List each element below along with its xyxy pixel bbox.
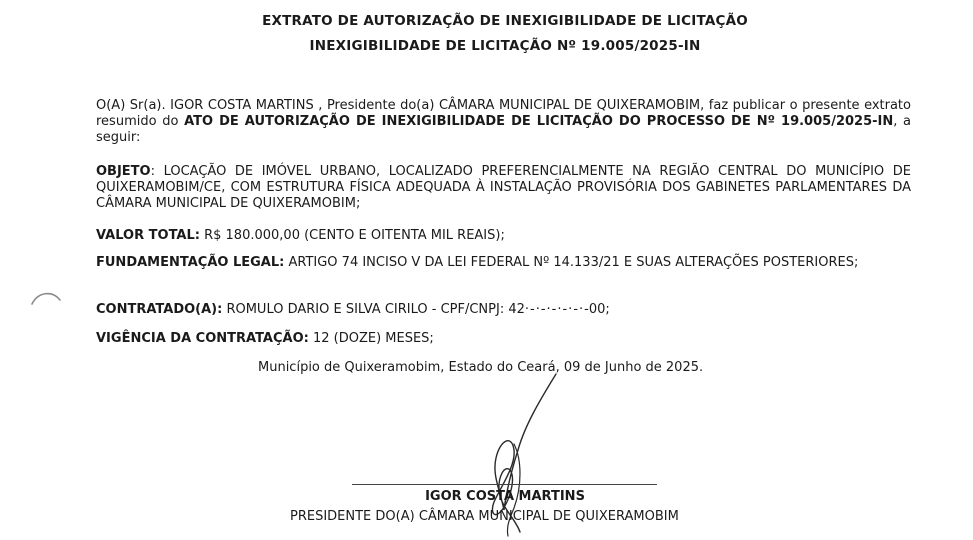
place-date: Município de Quixeramobim, Estado do Ceará, 09 de Junho de 2025. (258, 360, 704, 375)
intro-text-end: , a seguir: (96, 114, 912, 145)
valor-paragraph (96, 228, 911, 244)
valor-value: R$ 180.000,00 (CENTO E OITENTA MIL REAIS); (199, 228, 505, 243)
objeto-paragraph (96, 164, 911, 212)
contratado-id-masked: ·-·-·-·-·-· (524, 302, 585, 317)
scan-artifact-mark (30, 286, 64, 310)
contratado-paragraph (96, 302, 911, 318)
fundamentacao-label: FUNDAMENTAÇÃO LEGAL: (96, 255, 285, 270)
valor-label: VALOR TOTAL: (96, 228, 200, 243)
intro-text: O(A) Sr(a). IGOR COSTA MARTINS , Presidente do(a) CÂMARA MUNICIPAL DE QUIXERAMOBIM, faz publicar o presente extrato resumido do (96, 98, 911, 129)
signature-line (352, 484, 657, 485)
objeto-label: OBJETO (96, 164, 151, 179)
contratado-value: ROMULO DARIO E SILVA CIRILO - CPF/CNPJ: (222, 302, 509, 317)
intro-paragraph (96, 98, 911, 146)
signer-name: IGOR COSTA MARTINS (425, 489, 585, 504)
objeto-value: : LOCAÇÃO DE IMÓVEL URBANO, LOCALIZADO PREFERENCIALMENTE NA REGIÃO CENTRAL DO MUNICÍPIO DE QUIXERAMOBIM/CE, COM ESTRUTURA FÍSICA ADEQUADA À INSTALAÇÃO PROVISÓRIA DOS GABINETES PARLAMENTARES DA CÂMARA MUNICIPAL DE QUIXERAMOBIM; (96, 164, 911, 211)
fundamentacao-paragraph (96, 255, 911, 271)
contratado-id-end: -00; (584, 302, 610, 317)
vigencia-value: 12 (DOZE) MESES; (308, 331, 434, 346)
vigencia-label: VIGÊNCIA DA CONTRATAÇÃO: (96, 331, 309, 346)
signer-role: PRESIDENTE DO(A) CÂMARA MUNICIPAL DE QUIXERAMOBIM (290, 509, 679, 524)
document-subtitle: INEXIGIBILIDADE DE LICITAÇÃO Nº 19.005/2025-IN (309, 38, 701, 54)
fundamentacao-value: ARTIGO 74 INCISO V DA LEI FEDERAL Nº 14.133/21 E SUAS ALTERAÇÕES POSTERIORES; (284, 255, 859, 270)
contratado-label: CONTRATADO(A): (96, 302, 223, 317)
document-title: EXTRATO DE AUTORIZAÇÃO DE INEXIGIBILIDADE DE LICITAÇÃO (262, 13, 748, 29)
intro-bold-text: ATO DE AUTORIZAÇÃO DE INEXIGIBILIDADE DE LICITAÇÃO DO PROCESSO DE Nº 19.005/2025-IN (184, 114, 894, 129)
contratado-id-start: 42 (508, 302, 525, 317)
vigencia-paragraph (96, 331, 911, 347)
